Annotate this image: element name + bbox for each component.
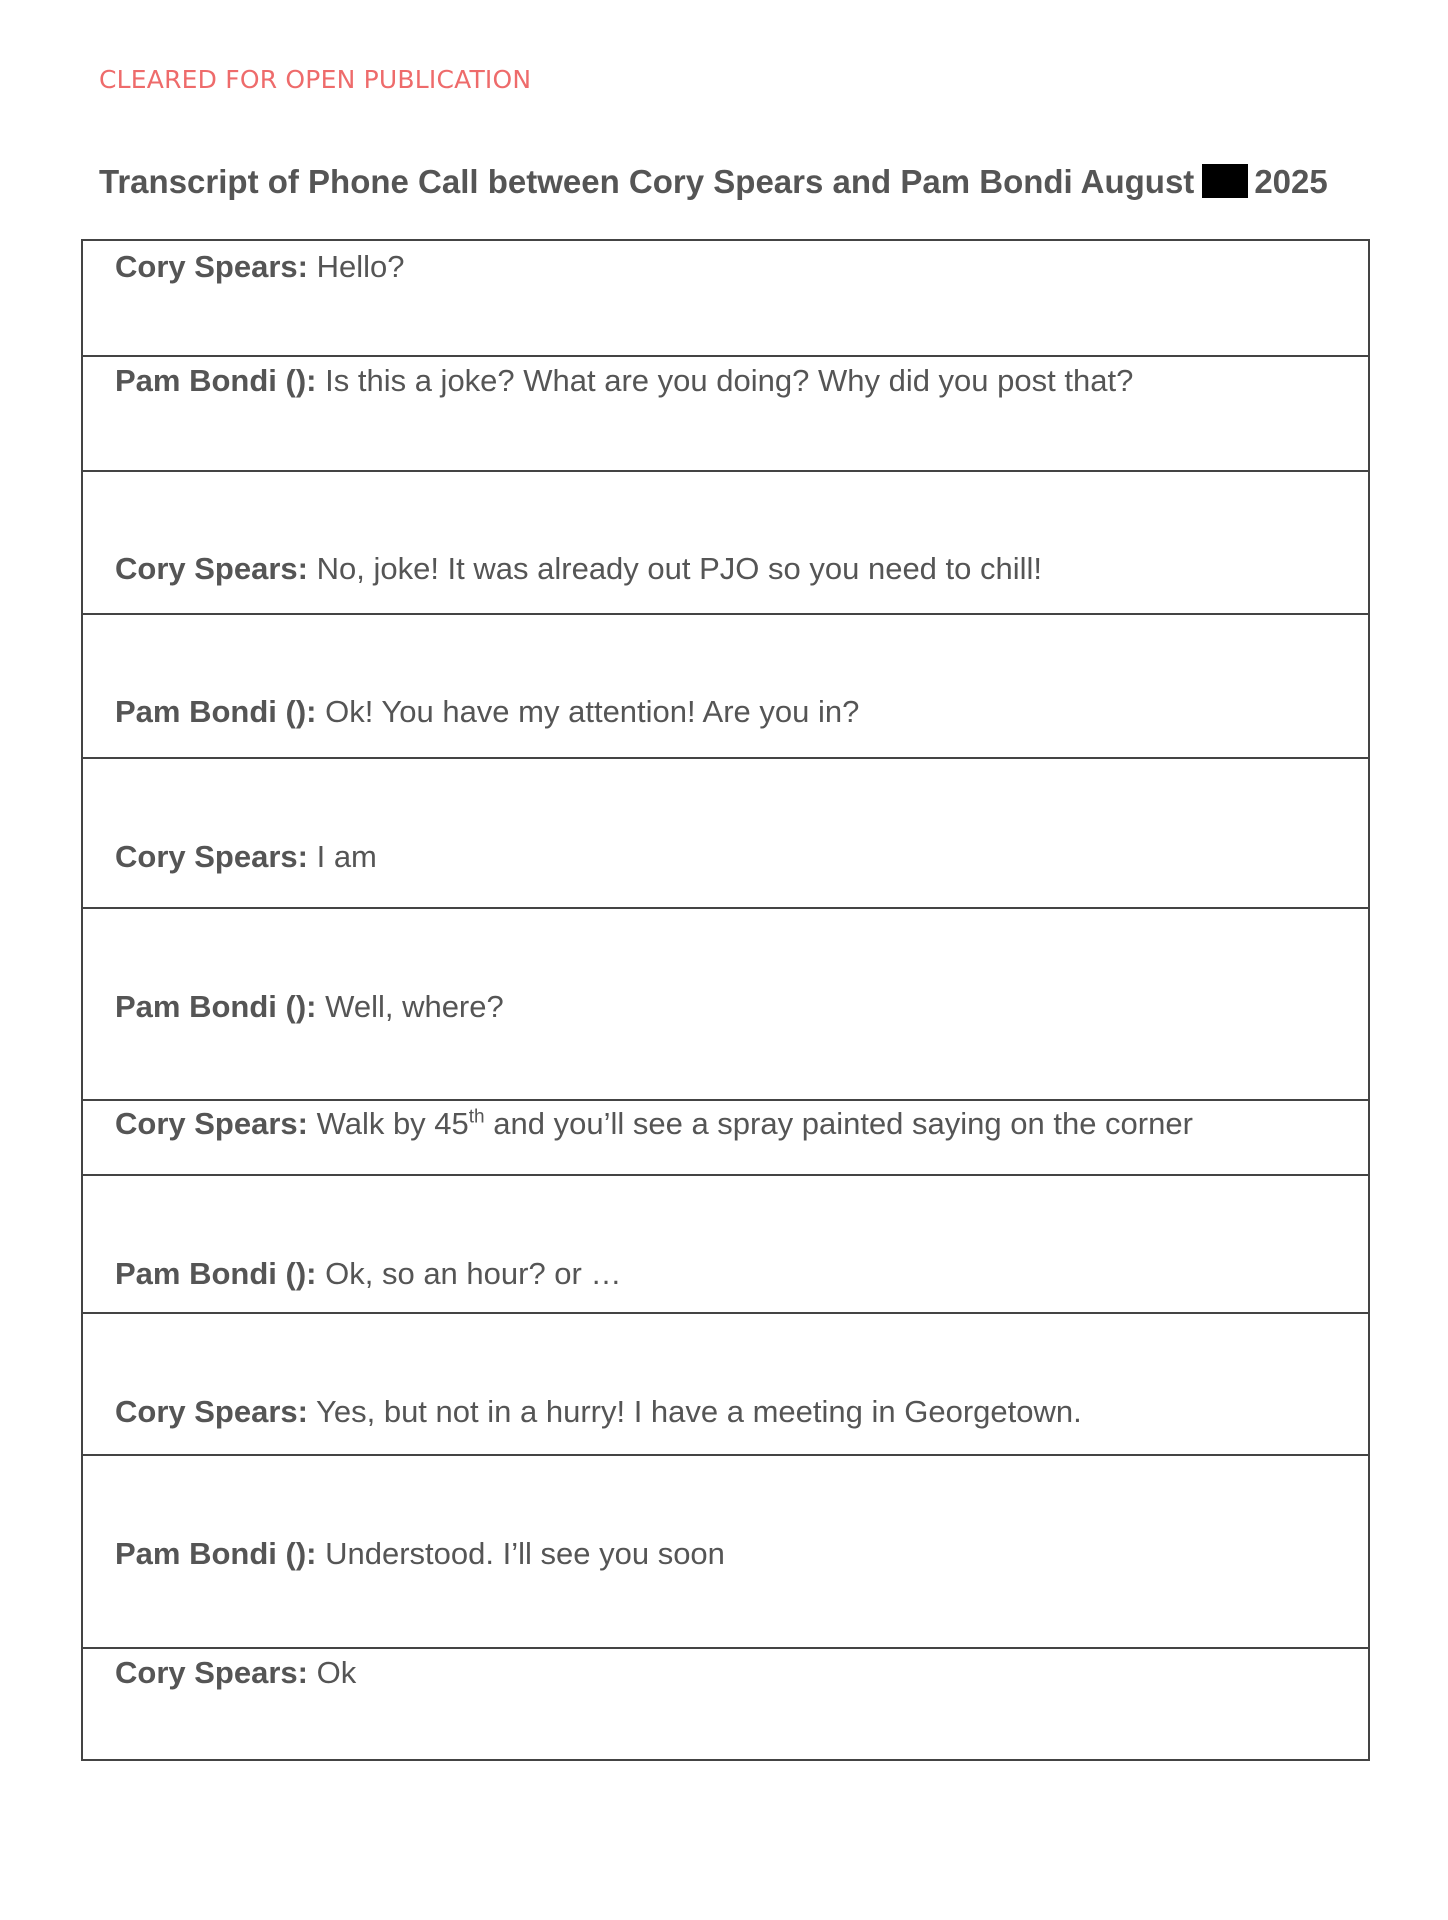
document-title [99, 163, 1328, 201]
utterance-text: Ok, so an hour? or … [325, 1256, 622, 1291]
redaction-block [1202, 164, 1248, 198]
transcript-row [83, 1101, 1368, 1176]
speaker-label: Pam Bondi (): [115, 1256, 317, 1291]
transcript-row [83, 1456, 1368, 1649]
transcript-row [83, 909, 1368, 1101]
speaker-label: Cory Spears: [115, 249, 308, 284]
utterance-text: Hello? [316, 249, 405, 284]
speaker-label: Pam Bondi (): [115, 989, 317, 1024]
speaker-label: Cory Spears: [115, 551, 308, 586]
transcript-line [115, 1106, 1193, 1142]
transcript-row [83, 759, 1368, 909]
speaker-label: Cory Spears: [115, 839, 308, 874]
transcript-line [115, 1394, 1082, 1430]
utterance-text: Ok [316, 1655, 357, 1690]
transcript-row [83, 1176, 1368, 1314]
transcript-line [115, 363, 1133, 399]
utterance-text: Well, where? [325, 989, 504, 1024]
transcript-row [83, 472, 1368, 615]
speaker-label: Pam Bondi (): [115, 1536, 317, 1571]
title-text: Transcript of Phone Call between Cory Spears and Pam Bondi August [99, 163, 1195, 200]
speaker-label: Cory Spears: [115, 1655, 308, 1690]
transcript-line [115, 1256, 622, 1292]
utterance-text: Ok! You have my attention! Are you in? [325, 694, 860, 729]
utterance-text-continued: and you’ll see a spray painted saying on the corner [493, 1106, 1193, 1141]
speaker-label: Pam Bondi (): [115, 363, 317, 398]
utterance-text: No, joke! It was already out PJO so you need to chill! [316, 551, 1043, 586]
transcript-row [83, 357, 1368, 472]
transcript-line [115, 249, 404, 285]
transcript-line [115, 1536, 725, 1572]
transcript-table [81, 239, 1370, 1761]
utterance-text: Walk by 45 [316, 1106, 469, 1141]
transcript-line [115, 989, 504, 1025]
speaker-label: Cory Spears: [115, 1394, 308, 1429]
transcript-row [83, 241, 1368, 357]
ordinal-suffix: th [468, 1106, 485, 1128]
transcript-row [83, 615, 1368, 759]
utterance-text: Understood. I’ll see you soon [325, 1536, 725, 1571]
utterance-text: Is this a joke? What are you doing? Why did you post that? [325, 363, 1134, 398]
utterance-text: I am [316, 839, 377, 874]
title-year: 2025 [1254, 163, 1328, 200]
speaker-label: Pam Bondi (): [115, 694, 317, 729]
transcript-row [83, 1314, 1368, 1456]
clearance-stamp: CLEARED FOR OPEN PUBLICATION [99, 65, 532, 94]
transcript-row [83, 1649, 1368, 1761]
transcript-line [115, 551, 1042, 587]
transcript-line [115, 839, 377, 875]
utterance-text: Yes, but not in a hurry! I have a meeting in Georgetown. [316, 1394, 1082, 1429]
transcript-line [115, 694, 859, 730]
transcript-line [115, 1655, 356, 1691]
speaker-label: Cory Spears: [115, 1106, 308, 1141]
